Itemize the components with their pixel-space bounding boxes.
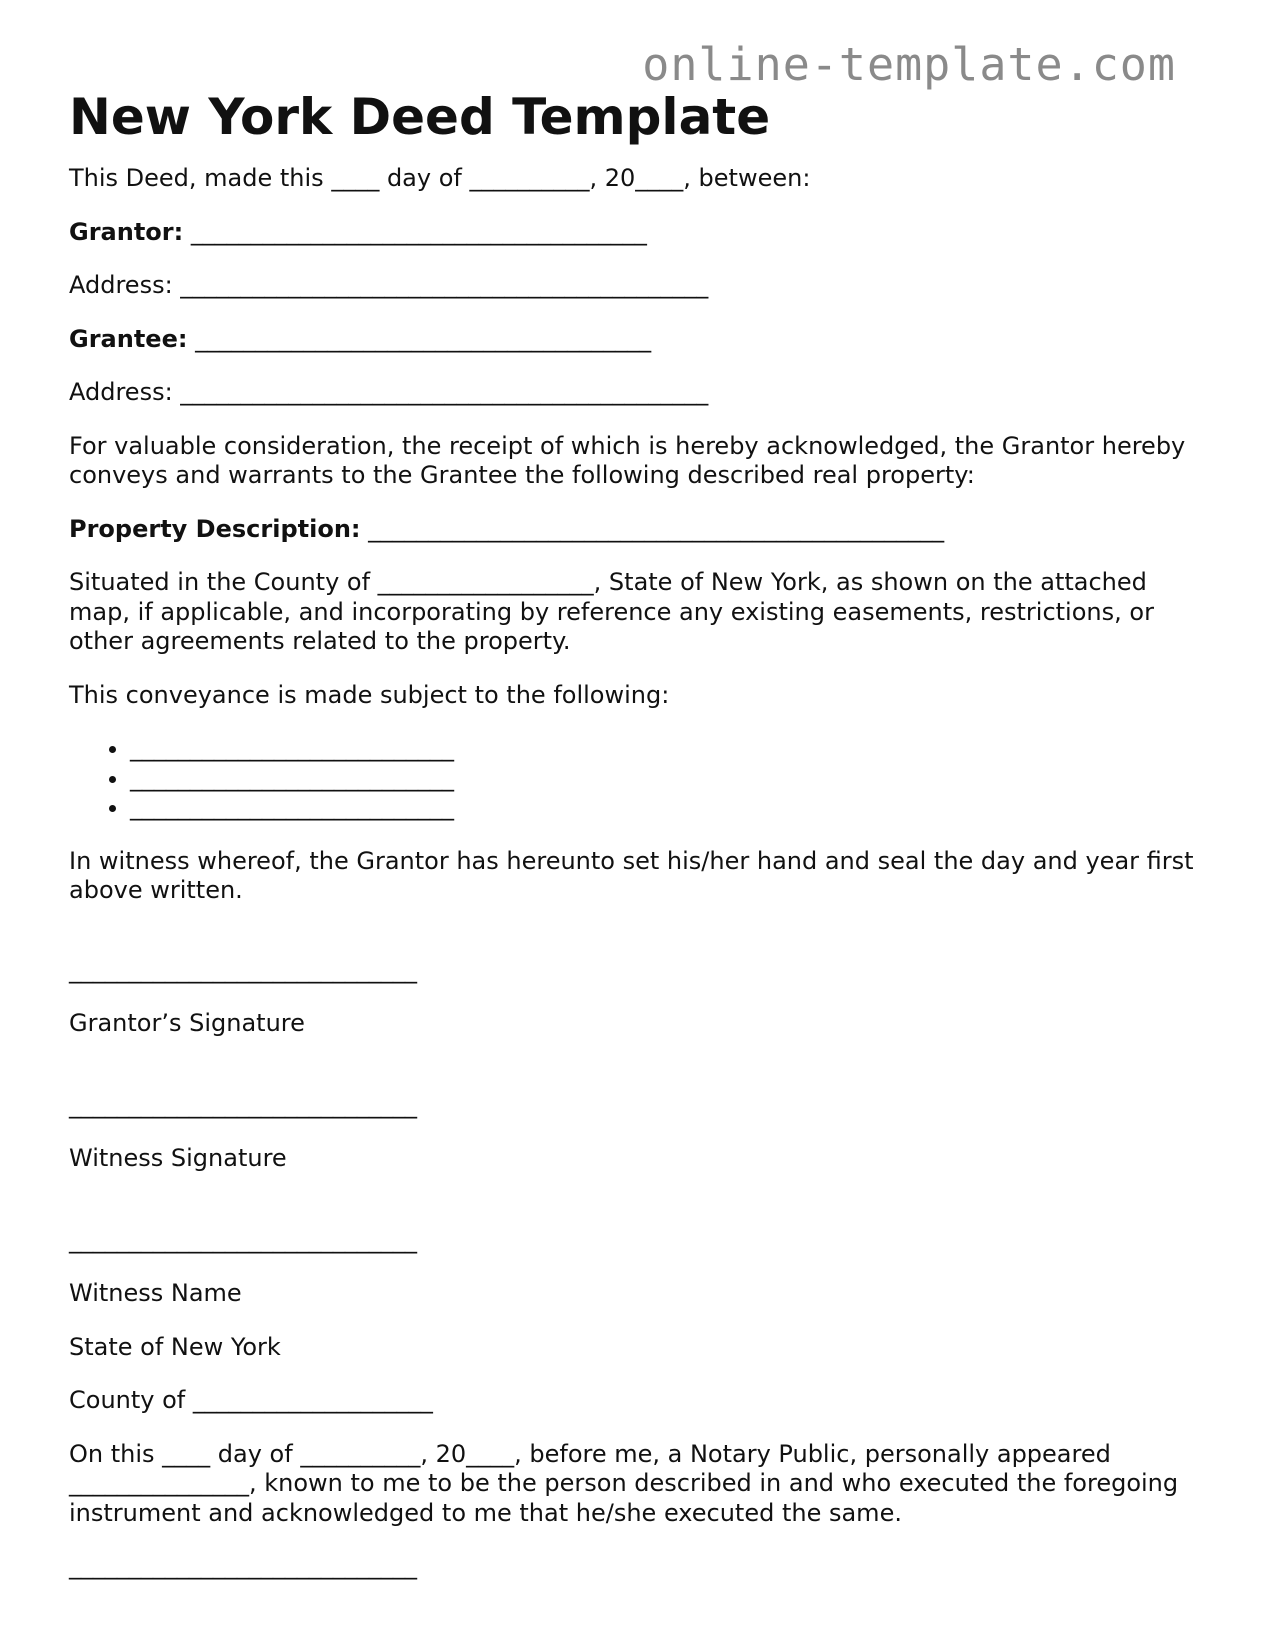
deed-intro: This Deed, made this ____ day of __________, 20____, between: [69,164,811,192]
grantor-signature-line: _____________________________ [69,955,417,984]
witness-name-line: _____________________________ [69,1225,417,1254]
notary-paragraph: On this ____ day of __________, 20____, before me, a Notary Public, personally appeared _______________, known to me to be the person described in and who executed the foregoing instrument and acknowledged to me that he/she executed the same. [69,1439,1179,1527]
property-blank: ________________________________________________ [368,514,945,543]
witness-name-label: Witness Name [69,1279,242,1307]
list-item: • ___________________________ [130,734,1209,764]
grantee-address: Address: ____________________________________________ [69,378,709,406]
watermark: online-template.com [642,38,1176,91]
subject-intro: This conveyance is made subject to the following: [69,680,670,709]
list-item: • ___________________________ [130,793,1209,823]
property-label: Property Description: [69,514,361,543]
witness-clause: In witness whereof, the Grantor has hereunto set his/her hand and seal the day and year first above written. [69,846,1194,904]
notary-signature-line: _____________________________ [69,1552,417,1580]
subject-list [130,734,1209,823]
state-line: State of New York [69,1332,281,1361]
situated-paragraph: Situated in the County of __________________, State of New York, as shown on the attached map, if applicable, and incorporating by reference any existing easements, restrictions, or other agreements related to the property. [69,568,1154,655]
grantee-blank: ______________________________________ [195,324,652,353]
county-line: County of ____________________ [69,1386,433,1414]
grantee-row [69,325,1209,355]
grantor-blank: ______________________________________ [190,217,647,246]
property-row [69,515,1209,545]
document-body [69,84,1209,1606]
grantor-label: Grantor: [69,217,184,246]
witness-signature-label: Witness Signature [69,1144,287,1172]
list-item: • ___________________________ [130,764,1209,794]
consideration-paragraph: For valuable consideration, the receipt of which is hereby acknowledged, the Grantor hereby conveys and warrants to the Grantee the following described real property: [69,431,1186,489]
grantor-address: Address: ____________________________________________ [69,271,709,299]
grantor-row [69,218,1209,248]
grantee-label: Grantee: [69,324,188,353]
page-title: New York Deed Template [69,88,771,146]
witness-signature-line: _____________________________ [69,1090,417,1119]
grantor-signature-label: Grantor’s Signature [69,1009,305,1037]
